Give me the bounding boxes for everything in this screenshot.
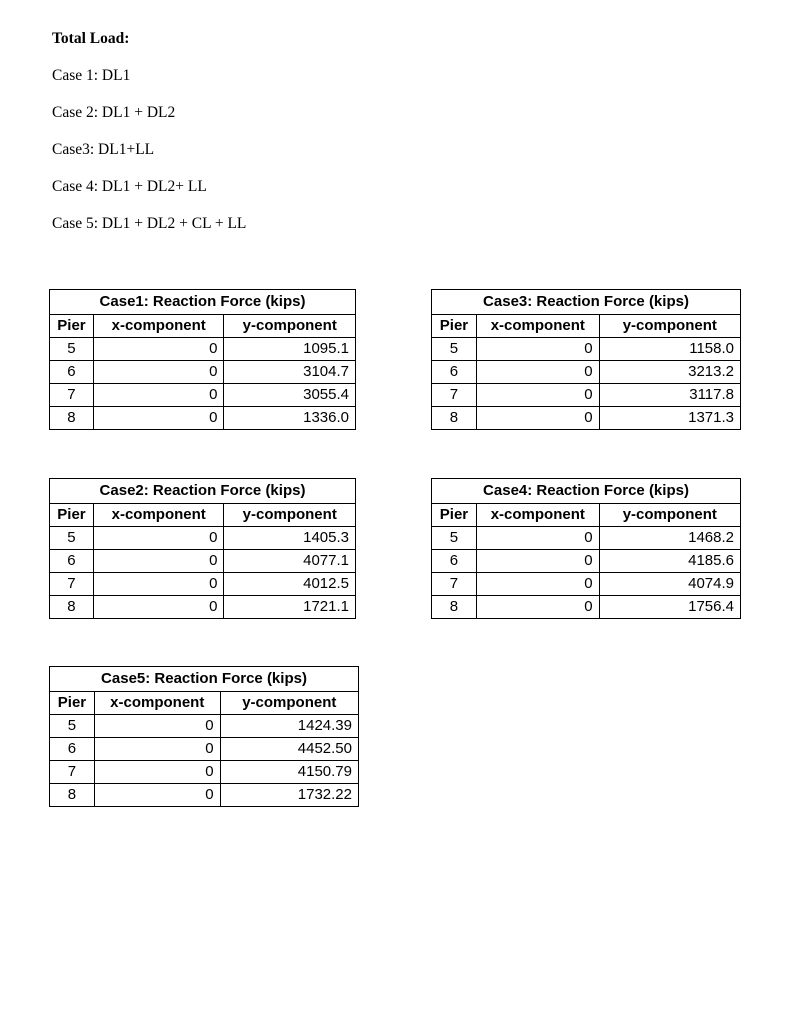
x-component-cell: 0 — [94, 784, 220, 807]
table-row — [432, 338, 741, 361]
y-component-cell: 1721.1 — [224, 596, 356, 619]
x-component-cell: 0 — [93, 338, 224, 361]
y-component-header: y-component — [242, 317, 337, 334]
total-load-heading: Total Load: — [52, 30, 130, 47]
x-component-header: x-component — [93, 504, 224, 527]
x-component-cell: 0 — [94, 761, 220, 784]
case2-reaction-table — [49, 478, 356, 619]
y-component-cell: 4077.1 — [224, 550, 356, 573]
x-component-cell: 0 — [93, 550, 224, 573]
y-component-cell: 4074.9 — [599, 573, 740, 596]
x-component-header: x-component — [93, 315, 224, 338]
table-row — [432, 527, 741, 550]
y-component-cell: 1732.22 — [220, 784, 358, 807]
table-row — [432, 384, 741, 407]
case5-reaction-table — [49, 666, 359, 807]
case1-reaction-table — [49, 289, 356, 430]
case4-reaction-table — [431, 478, 741, 619]
table-row — [50, 384, 356, 407]
table-row — [50, 715, 359, 738]
y-component-cell: 3117.8 — [599, 384, 740, 407]
x-component-cell: 0 — [476, 550, 599, 573]
table-row — [50, 527, 356, 550]
table-row — [50, 738, 359, 761]
y-component-cell: 3055.4 — [224, 384, 356, 407]
y-component-cell: 1468.2 — [599, 527, 740, 550]
y-component-cell: 1158.0 — [599, 338, 740, 361]
table-row — [432, 407, 741, 430]
y-component-header: y-component — [242, 694, 337, 711]
case-2-definition: Case 2: DL1 + DL2 — [52, 104, 176, 121]
x-component-cell: 0 — [476, 573, 599, 596]
case-1-definition: Case 1: DL1 — [52, 67, 131, 84]
pier-cell: 6 — [50, 738, 95, 761]
pier-cell: 6 — [432, 550, 477, 573]
y-component-cell: 3213.2 — [599, 361, 740, 384]
pier-cell: 6 — [432, 361, 477, 384]
y-component-cell: 1371.3 — [599, 407, 740, 430]
y-component-cell: 4452.50 — [220, 738, 358, 761]
y-component-cell: 4012.5 — [224, 573, 356, 596]
pier-cell: 8 — [432, 407, 477, 430]
pier-cell: 7 — [50, 384, 94, 407]
pier-cell: 6 — [50, 550, 94, 573]
pier-cell: 7 — [432, 573, 477, 596]
x-component-cell: 0 — [93, 407, 224, 430]
table-row — [50, 361, 356, 384]
case-4-definition: Case 4: DL1 + DL2+ LL — [52, 178, 207, 195]
table-row — [50, 784, 359, 807]
x-component-cell: 0 — [476, 384, 599, 407]
table-row — [432, 550, 741, 573]
x-component-cell: 0 — [93, 573, 224, 596]
pier-header: Pier — [432, 504, 477, 527]
x-component-cell: 0 — [476, 527, 599, 550]
pier-header: Pier — [50, 315, 94, 338]
pier-cell: 7 — [50, 573, 94, 596]
x-component-header: x-component — [476, 315, 599, 338]
pier-cell: 8 — [432, 596, 477, 619]
case3-reaction-table — [431, 289, 741, 430]
table-row — [50, 761, 359, 784]
table-row — [50, 338, 356, 361]
pier-cell: 5 — [432, 527, 477, 550]
x-component-cell: 0 — [93, 384, 224, 407]
table-row — [50, 407, 356, 430]
x-component-cell: 0 — [476, 596, 599, 619]
x-component-header: x-component — [94, 692, 220, 715]
x-component-cell: 0 — [476, 407, 599, 430]
table-row — [50, 573, 356, 596]
y-component-cell: 1405.3 — [224, 527, 356, 550]
table-row — [50, 550, 356, 573]
table-title: Case1: Reaction Force (kips) — [50, 290, 356, 315]
y-component-cell: 1756.4 — [599, 596, 740, 619]
x-component-cell: 0 — [94, 715, 220, 738]
case-5-definition: Case 5: DL1 + DL2 + CL + LL — [52, 215, 247, 232]
table-row — [432, 573, 741, 596]
x-component-cell: 0 — [476, 361, 599, 384]
y-component-header: y-component — [242, 506, 337, 523]
table-row — [432, 596, 741, 619]
y-component-cell: 1095.1 — [224, 338, 356, 361]
y-component-cell: 4185.6 — [599, 550, 740, 573]
table-title: Case3: Reaction Force (kips) — [432, 290, 741, 315]
y-component-cell: 1424.39 — [220, 715, 358, 738]
y-component-cell: 1336.0 — [224, 407, 356, 430]
pier-cell: 5 — [432, 338, 477, 361]
table-title: Case5: Reaction Force (kips) — [50, 667, 359, 692]
table-title: Case2: Reaction Force (kips) — [50, 479, 356, 504]
table-title: Case4: Reaction Force (kips) — [432, 479, 741, 504]
pier-header: Pier — [50, 504, 94, 527]
x-component-cell: 0 — [476, 338, 599, 361]
table-row — [432, 361, 741, 384]
y-component-header: y-component — [622, 506, 717, 523]
pier-cell: 7 — [432, 384, 477, 407]
pier-cell: 7 — [50, 761, 95, 784]
x-component-cell: 0 — [93, 361, 224, 384]
pier-cell: 8 — [50, 407, 94, 430]
pier-cell: 8 — [50, 784, 95, 807]
case-3-definition: Case3: DL1+LL — [52, 141, 155, 158]
table-row — [50, 596, 356, 619]
pier-header: Pier — [50, 692, 95, 715]
x-component-cell: 0 — [93, 527, 224, 550]
pier-cell: 5 — [50, 527, 94, 550]
y-component-header: y-component — [622, 317, 717, 334]
y-component-cell: 4150.79 — [220, 761, 358, 784]
pier-header: Pier — [432, 315, 477, 338]
y-component-cell: 3104.7 — [224, 361, 356, 384]
x-component-cell: 0 — [93, 596, 224, 619]
pier-cell: 6 — [50, 361, 94, 384]
pier-cell: 5 — [50, 715, 95, 738]
pier-cell: 8 — [50, 596, 94, 619]
x-component-header: x-component — [476, 504, 599, 527]
x-component-cell: 0 — [94, 738, 220, 761]
pier-cell: 5 — [50, 338, 94, 361]
